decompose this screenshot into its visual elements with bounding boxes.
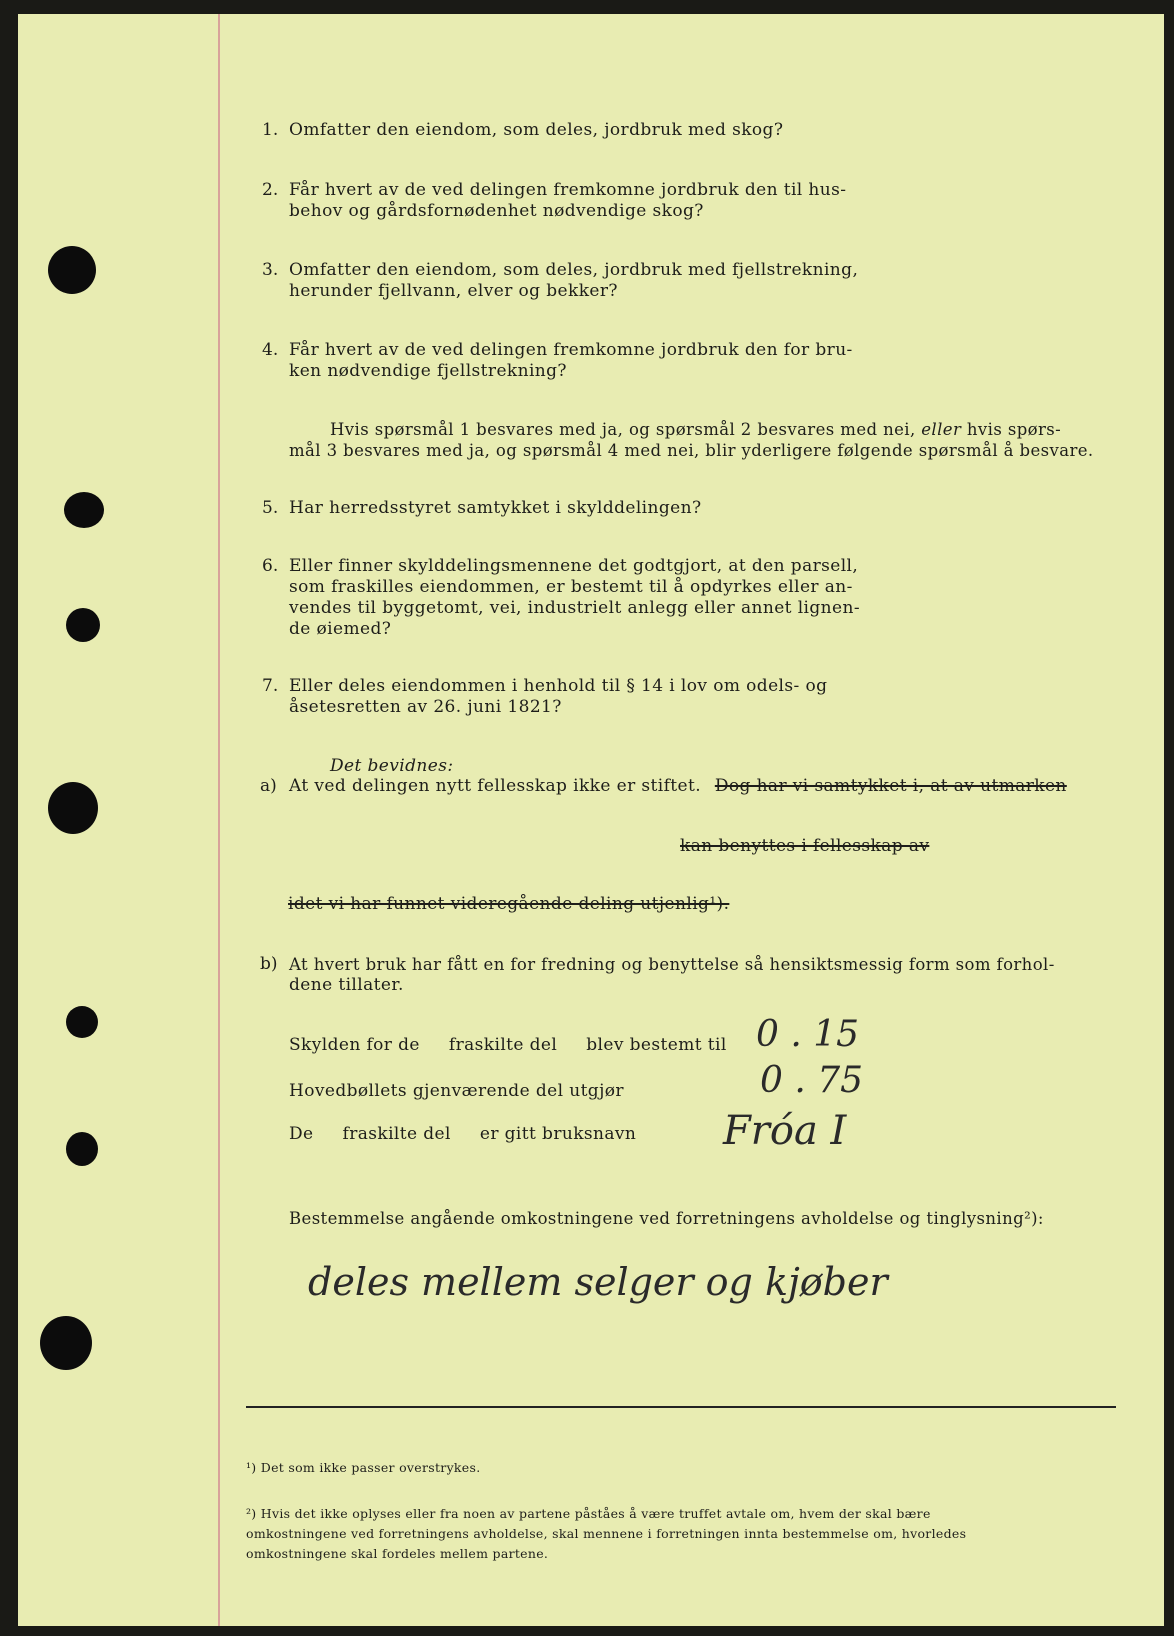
- condition-emphasis: eller: [921, 420, 962, 439]
- question-text: Har herredsstyret samtykket i skylddelingen?: [289, 498, 702, 518]
- footnote-1: ¹) Det som ikke passer overstrykes.: [246, 1460, 481, 1475]
- question-number: 6.: [262, 556, 279, 576]
- attest-a-text: [289, 776, 1067, 797]
- punch-hole: [66, 1132, 98, 1166]
- question-number: 7.: [262, 676, 279, 696]
- footnote-2: ²) Hvis det ikke oplyses eller fra noen av partene påståes å være truffet avtale om, hvem der skal bære: [246, 1506, 931, 1521]
- punch-hole: [40, 1316, 92, 1370]
- question-text: Eller deles eiendommen i henhold til § 14 i lov om odels- og: [289, 676, 828, 696]
- costs-value: deles mellem selger og kjøber: [308, 1260, 888, 1304]
- attest-a-struck: Dog har vi samtykket i, at av utmarken: [714, 776, 1067, 796]
- question-number: 2.: [262, 180, 279, 200]
- footnote-2: omkostningene ved forretningens avholdelse, skal mennene i forretningen innta bestemmelse om, hvorledes: [246, 1526, 967, 1541]
- attest-a-main: At ved delingen nytt fellesskap ikke er stiftet.: [289, 776, 702, 796]
- question-text: Får hvert av de ved delingen fremkomne jordbruk den til hus-: [289, 180, 847, 200]
- punch-hole: [66, 1006, 98, 1038]
- costs-label: Bestemmelse angående omkostningene ved forretningens avholdelse og tinglysning²):: [289, 1209, 1044, 1228]
- attest-a-struck-3: idet vi har funnet videregående deling utjenlig¹).: [288, 894, 730, 914]
- question-number: 1.: [262, 120, 279, 140]
- hoved-value: 0 . 75: [760, 1060, 864, 1101]
- condition-paragraph: [330, 419, 1061, 440]
- navn-value: Fróa I: [723, 1108, 847, 1154]
- question-text: ken nødvendige fjellstrekning?: [289, 361, 567, 381]
- attest-b-text: dene tillater.: [289, 975, 404, 995]
- condition-text: hvis spørs-: [966, 420, 1062, 439]
- question-text: Eller finner skylddelingsmennene det godtgjort, at den parsell,: [289, 556, 859, 576]
- question-text: åsetesretten av 26. juni 1821?: [289, 697, 562, 717]
- skyld-label: Skylden for de fraskilte del blev bestemt til: [289, 1035, 727, 1055]
- punch-hole: [64, 492, 104, 528]
- punch-hole: [48, 246, 96, 294]
- attest-heading: Det bevidnes:: [330, 756, 454, 776]
- punch-hole: [48, 782, 98, 834]
- navn-label: De fraskilte del er gitt bruksnavn: [289, 1124, 637, 1144]
- document-page: [18, 14, 1164, 1626]
- punch-hole: [66, 608, 100, 642]
- attest-a-label: a): [260, 776, 277, 796]
- margin-line: [218, 14, 220, 1626]
- attest-a-struck-2: kan benyttes i fellesskap av: [680, 836, 930, 856]
- question-text: de øiemed?: [289, 619, 392, 639]
- attest-b-label: b): [260, 954, 278, 974]
- question-text: Får hvert av de ved delingen fremkomne jordbruk den for bru-: [289, 340, 853, 360]
- condition-text: Hvis spørsmål 1 besvares med ja, og spørsmål 2 besvares med nei,: [330, 420, 916, 439]
- footnote-2: omkostningene skal fordeles mellem partene.: [246, 1546, 549, 1561]
- footnote-rule: [246, 1406, 1116, 1408]
- question-number: 3.: [262, 260, 279, 280]
- question-text: Omfatter den eiendom, som deles, jordbruk med fjellstrekning,: [289, 260, 859, 280]
- hoved-label: Hovedbøllets gjenværende del utgjør: [289, 1081, 624, 1101]
- attest-b-text: At hvert bruk har fått en for fredning og benyttelse så hensiktsmessig form som forhol-: [289, 955, 1055, 974]
- question-text: herunder fjellvann, elver og bekker?: [289, 281, 618, 301]
- condition-paragraph-line2: mål 3 besvares med ja, og spørsmål 4 med nei, blir yderligere følgende spørsmål å besvare.: [289, 441, 1094, 460]
- question-text: behov og gårdsfornødenhet nødvendige skog?: [289, 201, 704, 221]
- question-text: vendes til byggetomt, vei, industrielt anlegg eller annet lignen-: [289, 598, 860, 618]
- question-text: Omfatter den eiendom, som deles, jordbruk med skog?: [289, 120, 784, 140]
- question-text: som fraskilles eiendommen, er bestemt til å opdyrkes eller an-: [289, 577, 853, 597]
- skyld-value: 0 . 15: [756, 1014, 860, 1055]
- question-number: 4.: [262, 340, 279, 360]
- question-number: 5.: [262, 498, 279, 518]
